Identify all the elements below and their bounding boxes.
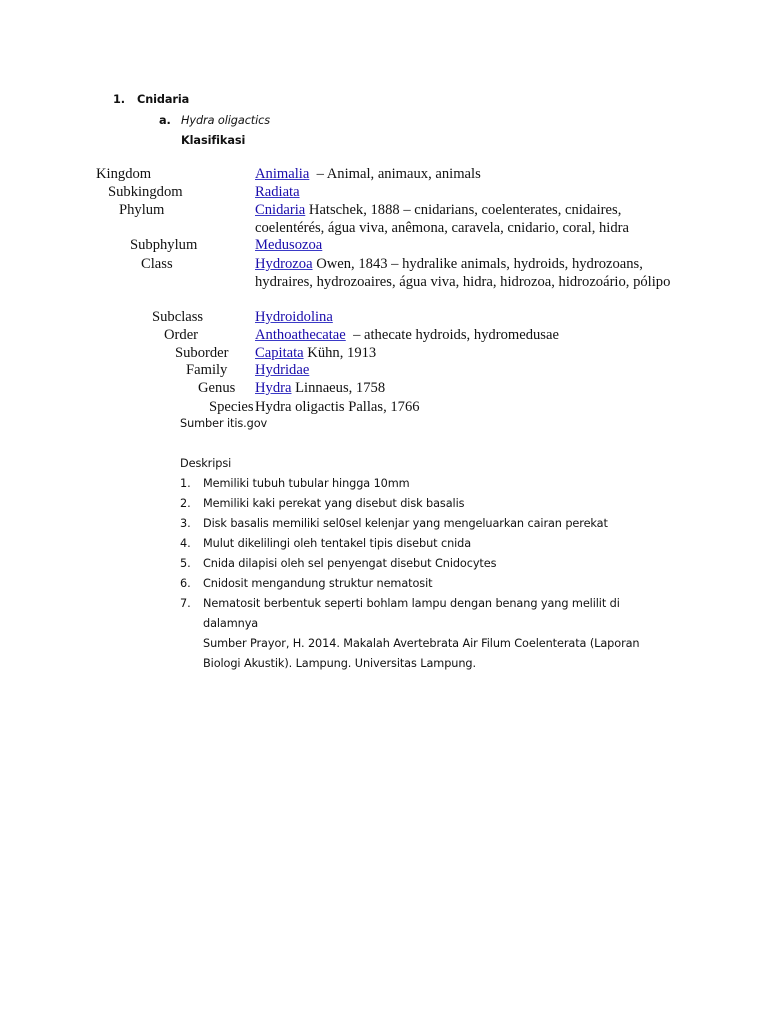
rank-value: Capitata Kühn, 1913	[255, 345, 377, 361]
rank-value: Hydra Linnaeus, 1758	[255, 380, 386, 396]
rank-value	[255, 237, 685, 255]
rank-label: Subclass	[152, 309, 204, 325]
rank-label: Phylum	[119, 202, 165, 218]
rank-label: Family	[186, 362, 228, 378]
classification-row	[0, 345, 768, 363]
section-number: 1.	[113, 93, 125, 106]
source-citation-line: Biologi Akustik). Lampung. Universitas Lampung.	[203, 657, 476, 670]
rank-label: Subphylum	[130, 237, 198, 253]
taxon-link[interactable]: Radiata	[255, 184, 300, 200]
klasifikasi-label: Klasifikasi	[181, 134, 246, 147]
list-item-continuation: dalamnya	[203, 617, 259, 630]
subsection-title: Hydra oligactics	[181, 114, 271, 127]
taxon-link[interactable]: Hydridae	[255, 362, 310, 378]
taxon-link[interactable]: Medusozoa	[255, 237, 323, 253]
rank-value	[255, 184, 685, 202]
taxon-link[interactable]: Hydroidolina	[255, 309, 333, 325]
classification-row	[0, 399, 768, 417]
taxon-link[interactable]: Capitata	[255, 345, 304, 361]
taxon-link[interactable]: Cnidaria	[255, 202, 306, 218]
deskripsi-label: Deskripsi	[180, 457, 232, 470]
rank-label: Genus	[198, 380, 236, 396]
taxon-link[interactable]: Hydrozoa	[255, 256, 313, 272]
classification-row	[0, 362, 768, 380]
taxon-link[interactable]: Anthoathecatae	[255, 327, 346, 343]
section-title: Cnidaria	[137, 93, 190, 106]
rank-label: Class	[141, 256, 173, 272]
rank-value: Cnidaria Hatschek, 1888 – cnidarians, coelenterates, cnidaires, coelentérés, água viva, anêmona, caravela, cnidario, coral, hidra	[255, 202, 629, 236]
rank-value	[255, 309, 685, 327]
taxon-link[interactable]: Hydra	[255, 380, 292, 396]
source-citation-line: Sumber Prayor, H. 2014. Makalah Avertebrata Air Filum Coelenterata (Laporan	[203, 637, 640, 650]
rank-label: Suborder	[175, 345, 229, 361]
source-itis: Sumber itis.gov	[180, 417, 268, 430]
classification-row	[0, 380, 768, 398]
rank-label: Kingdom	[96, 166, 152, 182]
subsection-letter: a.	[159, 114, 171, 127]
rank-value: Hydra oligactis Pallas, 1766	[255, 399, 420, 415]
rank-value: Animalia – Animal, animaux, animals	[255, 166, 481, 182]
classification-row	[0, 184, 768, 202]
rank-value: Hydrozoa Owen, 1843 – hydralike animals, hydroids, hydrozoans, hydraires, hydrozoaires, água viva, hidra, hidrozoa, hidrozoário, pólipo	[255, 256, 671, 290]
rank-value: Anthoathecatae – athecate hydroids, hydromedusae	[255, 327, 559, 343]
rank-value	[255, 362, 685, 380]
taxon-link[interactable]: Animalia	[255, 166, 310, 182]
rank-label: Order	[164, 327, 199, 343]
classification-row	[0, 166, 768, 184]
rank-label: Species	[209, 399, 254, 415]
rank-label: Subkingdom	[108, 184, 183, 200]
classification-row	[0, 202, 768, 236]
classification-row	[0, 327, 768, 345]
classification-row	[0, 237, 768, 255]
classification-row	[0, 309, 768, 327]
classification-row	[0, 256, 768, 290]
